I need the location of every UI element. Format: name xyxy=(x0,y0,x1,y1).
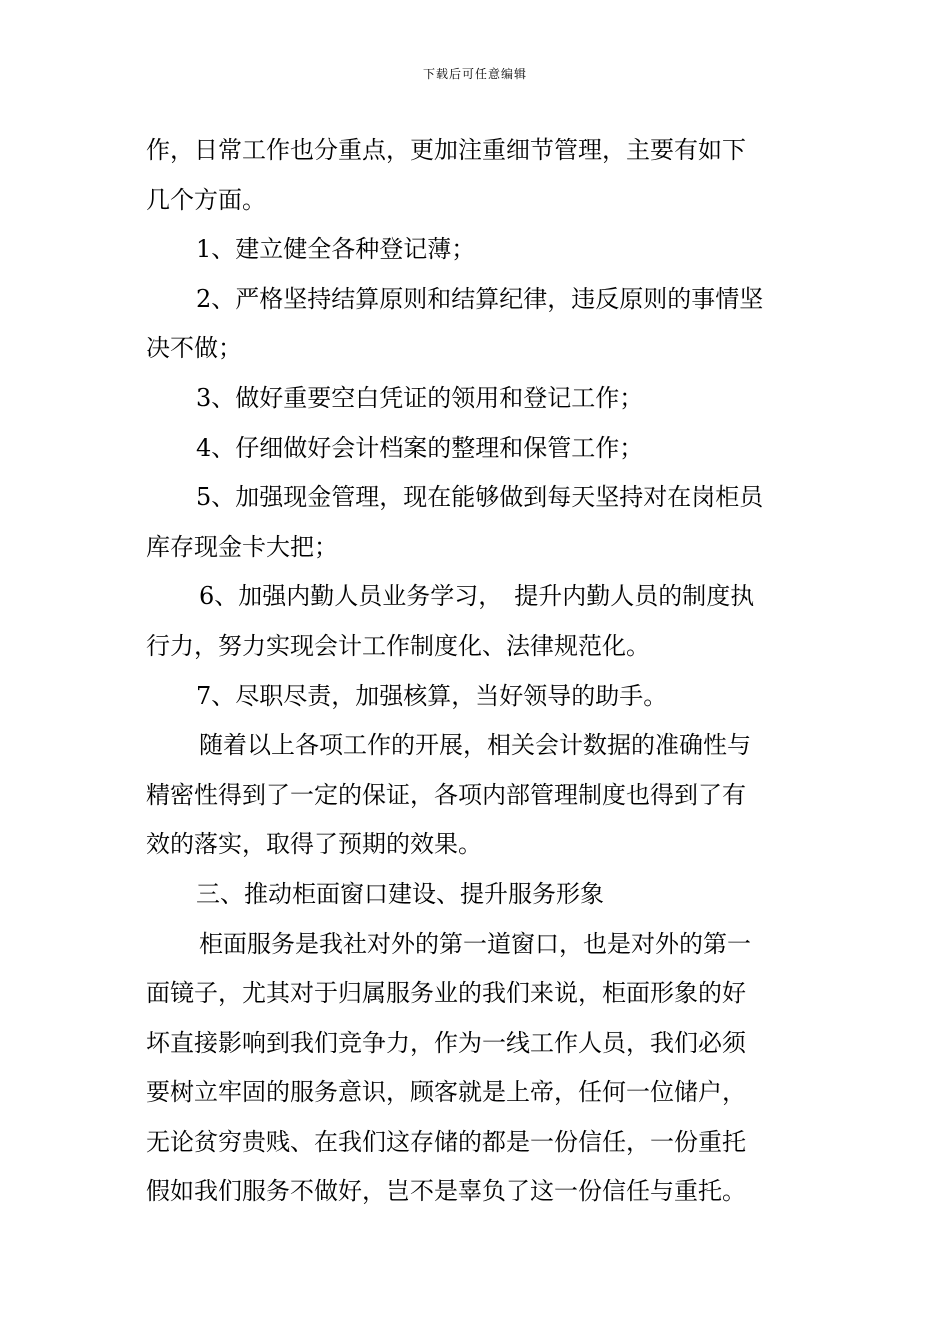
text-line: 决不做； xyxy=(146,334,242,363)
list-item: 6、加强内勤人员业务学习， 提升内勤人员的制度执 xyxy=(199,582,755,611)
text-line: 面镜子，尤其对于归属服务业的我们来说，柜面形象的好 xyxy=(146,979,746,1008)
list-item: 1、建立健全各种登记薄； xyxy=(196,235,476,264)
paragraph-start: 随着以上各项工作的开展，相关会计数据的准确性与 xyxy=(199,731,751,760)
page-header: 下载后可任意编辑 xyxy=(422,67,527,81)
text-line: 坏直接影响到我们竞争力，作为一线工作人员，我们必须 xyxy=(146,1028,746,1057)
list-item: 7、尽职尽责，加强核算，当好领导的助手。 xyxy=(196,681,668,710)
text-line: 库存现金卡大把； xyxy=(146,532,338,561)
paragraph-start: 柜面服务是我社对外的第一道窗口，也是对外的第一 xyxy=(199,929,751,958)
text-line: 无论贫穷贵贱、在我们这存储的都是一份信任，一份重托 xyxy=(146,1127,746,1156)
document-body xyxy=(146,126,810,1217)
list-item: 3、做好重要空白凭证的领用和登记工作； xyxy=(196,383,644,412)
text-line: 效的落实，取得了预期的效果。 xyxy=(146,830,482,859)
section-heading: 三、推动柜面窗口建设、提升服务形象 xyxy=(196,879,604,908)
text-line: 作，日常工作也分重点，更加注重细节管理，主要有如下 xyxy=(146,136,746,164)
list-item: 4、仔细做好会计档案的整理和保管工作； xyxy=(196,433,644,462)
text-line: 几个方面。 xyxy=(146,185,266,214)
text-line: 要树立牢固的服务意识，顾客就是上帝，任何一位储户， xyxy=(146,1078,746,1107)
text-line: 行力，努力实现会计工作制度化、法律规范化。 xyxy=(146,631,650,660)
list-item: 5、加强现金管理，现在能够做到每天坚持对在岗柜员 xyxy=(196,483,764,512)
text-line: 假如我们服务不做好，岂不是辜负了这一份信任与重托。 xyxy=(146,1177,746,1206)
text-line: 精密性得到了一定的保证，各项内部管理制度也得到了有 xyxy=(146,780,746,809)
list-item: 2、严格坚持结算原则和结算纪律，违反原则的事情坚 xyxy=(196,284,764,313)
